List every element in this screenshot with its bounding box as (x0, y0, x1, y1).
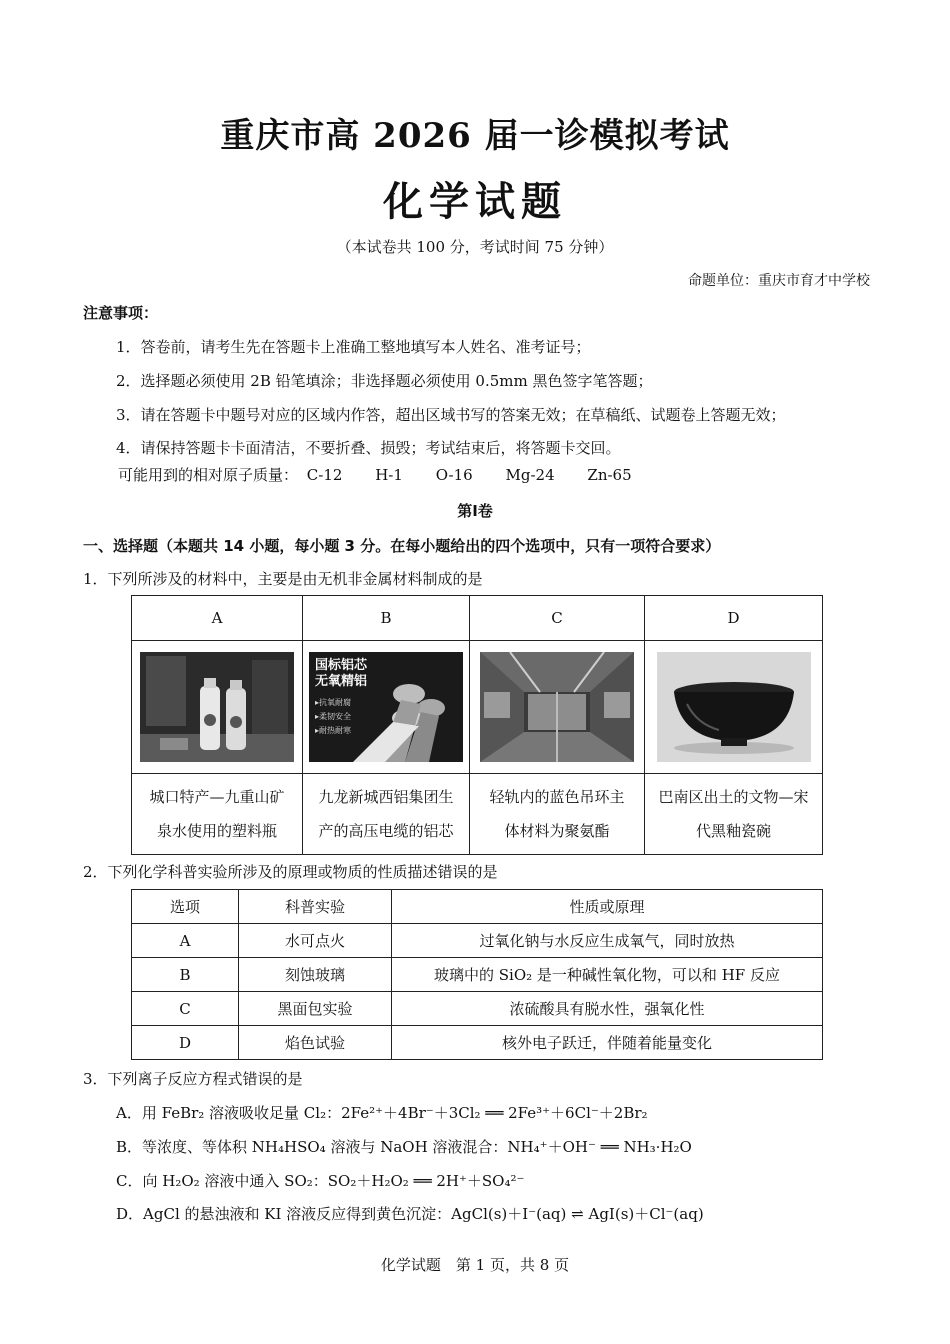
table-cell: 焰色试验 (239, 1026, 392, 1060)
option-header: B (303, 596, 470, 641)
caption-line: 城口特产—九重山矿 (149, 788, 285, 806)
option-header: D (645, 596, 823, 641)
cable-ad-bullet: ▸耐热耐寒 (315, 726, 352, 735)
option-header: C (470, 596, 645, 641)
caption-line: 轻轨内的蓝色吊环主 (489, 788, 625, 806)
table-cell: A (132, 924, 239, 958)
table-cell: D (132, 1026, 239, 1060)
table-cell: 过氧化钠与水反应生成氧气，同时放热 (392, 924, 823, 958)
table-cell: 浓硫酸具有脱水性，强氧化性 (392, 992, 823, 1026)
caption-line: 泉水使用的塑料瓶 (156, 822, 277, 840)
table-row (132, 1026, 823, 1060)
caption-cell (132, 774, 303, 855)
table-cell: 黑面包实验 (239, 992, 392, 1026)
table-header: 选项 (132, 890, 239, 924)
mass-value: O-16 (435, 466, 473, 484)
question-3-option-c: C．向 H₂O₂ 溶液中通入 SO₂：SO₂＋H₂O₂ ══ 2H⁺＋SO₄²⁻ (116, 1172, 525, 1190)
table-cell: 核外电子跃迁，伴随着能量变化 (392, 1026, 823, 1060)
caption-cell (303, 774, 470, 855)
exam-title: 重庆市高 2026 届一诊模拟考试 (220, 116, 730, 156)
mass-value: H-1 (375, 466, 403, 484)
light-rail-interior-photo (480, 652, 634, 762)
notice-item: 4．请保持答题卡卡面清洁，不要折叠、损毁；考试结束后，将答题卡交回。 (116, 439, 621, 457)
table-row (132, 958, 823, 992)
mass-value: Zn-65 (587, 466, 632, 484)
image-cell (645, 641, 823, 774)
cable-ad-bullet: ▸抗氧耐腐 (315, 698, 352, 707)
water-bottle-photo (140, 652, 294, 762)
table-cell: 水可点火 (239, 924, 392, 958)
option-header: A (132, 596, 303, 641)
notice-item: 1．答卷前，请考生先在答题卡上准确工整地填写本人姓名、准考证号； (116, 338, 591, 356)
image-cell (132, 641, 303, 774)
cable-ad-line1: 国标铝芯 (315, 658, 368, 673)
table-header: 性质或原理 (392, 890, 823, 924)
table-cell: 玻璃中的 SiO₂ 是一种碱性氧化物，可以和 HF 反应 (392, 958, 823, 992)
caption-line: 产的高压电缆的铝芯 (318, 822, 454, 840)
question-2-stem: 2．下列化学科普实验所涉及的原理或物质的性质描述错误的是 (83, 863, 498, 881)
caption-line: 九龙新城西铝集团生 (318, 788, 454, 806)
caption-cell (470, 774, 645, 855)
table-header: 科普实验 (239, 890, 392, 924)
question-3-option-a: A．用 FeBr₂ 溶液吸收足量 Cl₂：2Fe²⁺＋4Br⁻＋3Cl₂ ══ 2Fe³⁺＋6Cl⁻＋2Br₂ (116, 1104, 648, 1122)
image-cell (303, 641, 470, 774)
section-heading: 一、选择题（本题共 14 小题，每小题 3 分。在每小题给出的四个选项中，只有一项符合要求） (83, 537, 721, 555)
mass-value: Mg-24 (505, 466, 555, 484)
table-row (132, 924, 823, 958)
question-1-table (131, 595, 823, 855)
page-footer: 化学试题 第 1 页，共 8 页 (380, 1256, 570, 1274)
notice-item: 3．请在答题卡中题号对应的区域内作答，超出区域书写的答案无效；在草稿纸、试题卷上答题无效； (116, 406, 786, 424)
question-2-table (131, 889, 823, 1060)
mass-value: C-12 (306, 466, 343, 484)
black-glaze-bowl-photo (657, 652, 811, 762)
caption-line: 体材料为聚氨酯 (504, 822, 610, 840)
notice-item: 2．选择题必须使用 2B 铅笔填涂；非选择题必须使用 0.5mm 黑色签字笔答题； (116, 372, 653, 390)
caption-line: 巴南区出土的文物—宋 (658, 788, 809, 806)
aluminum-cable-photo (309, 652, 463, 762)
table-cell: C (132, 992, 239, 1026)
table-row (132, 992, 823, 1026)
exam-info: （本试卷共 100 分，考试时间 75 分钟） (336, 238, 614, 256)
question-3-stem: 3．下列离子反应方程式错误的是 (83, 1070, 303, 1088)
image-cell (470, 641, 645, 774)
volume-heading: 第Ⅰ卷 (457, 502, 493, 520)
masses-label: 可能用到的相对原子质量： (118, 466, 299, 484)
cable-ad-bullet: ▸柔韧安全 (315, 712, 352, 721)
cable-ad-line2: 无氧精铝 (315, 674, 368, 689)
table-cell: B (132, 958, 239, 992)
notice-heading: 注意事项： (83, 304, 159, 322)
caption-line: 代黑釉瓷碗 (695, 822, 771, 840)
author-unit: 命题单位：重庆市育才中学校 (688, 273, 870, 289)
caption-cell (645, 774, 823, 855)
question-3-option-b: B．等浓度、等体积 NH₄HSO₄ 溶液与 NaOH 溶液混合：NH₄⁺＋OH⁻ ══ NH₃·H₂O (116, 1138, 692, 1156)
table-cell: 刻蚀玻璃 (239, 958, 392, 992)
subject-title: 化学试题 (383, 178, 567, 225)
question-3-option-d: D．AgCl 的悬浊液和 KI 溶液反应得到黄色沉淀：AgCl(s)＋I⁻(aq) ⇌ AgI(s)＋Cl⁻(aq) (116, 1205, 704, 1223)
atomic-masses (118, 464, 660, 485)
question-1-stem: 1．下列所涉及的材料中，主要是由无机非金属材料制成的是 (83, 570, 483, 588)
